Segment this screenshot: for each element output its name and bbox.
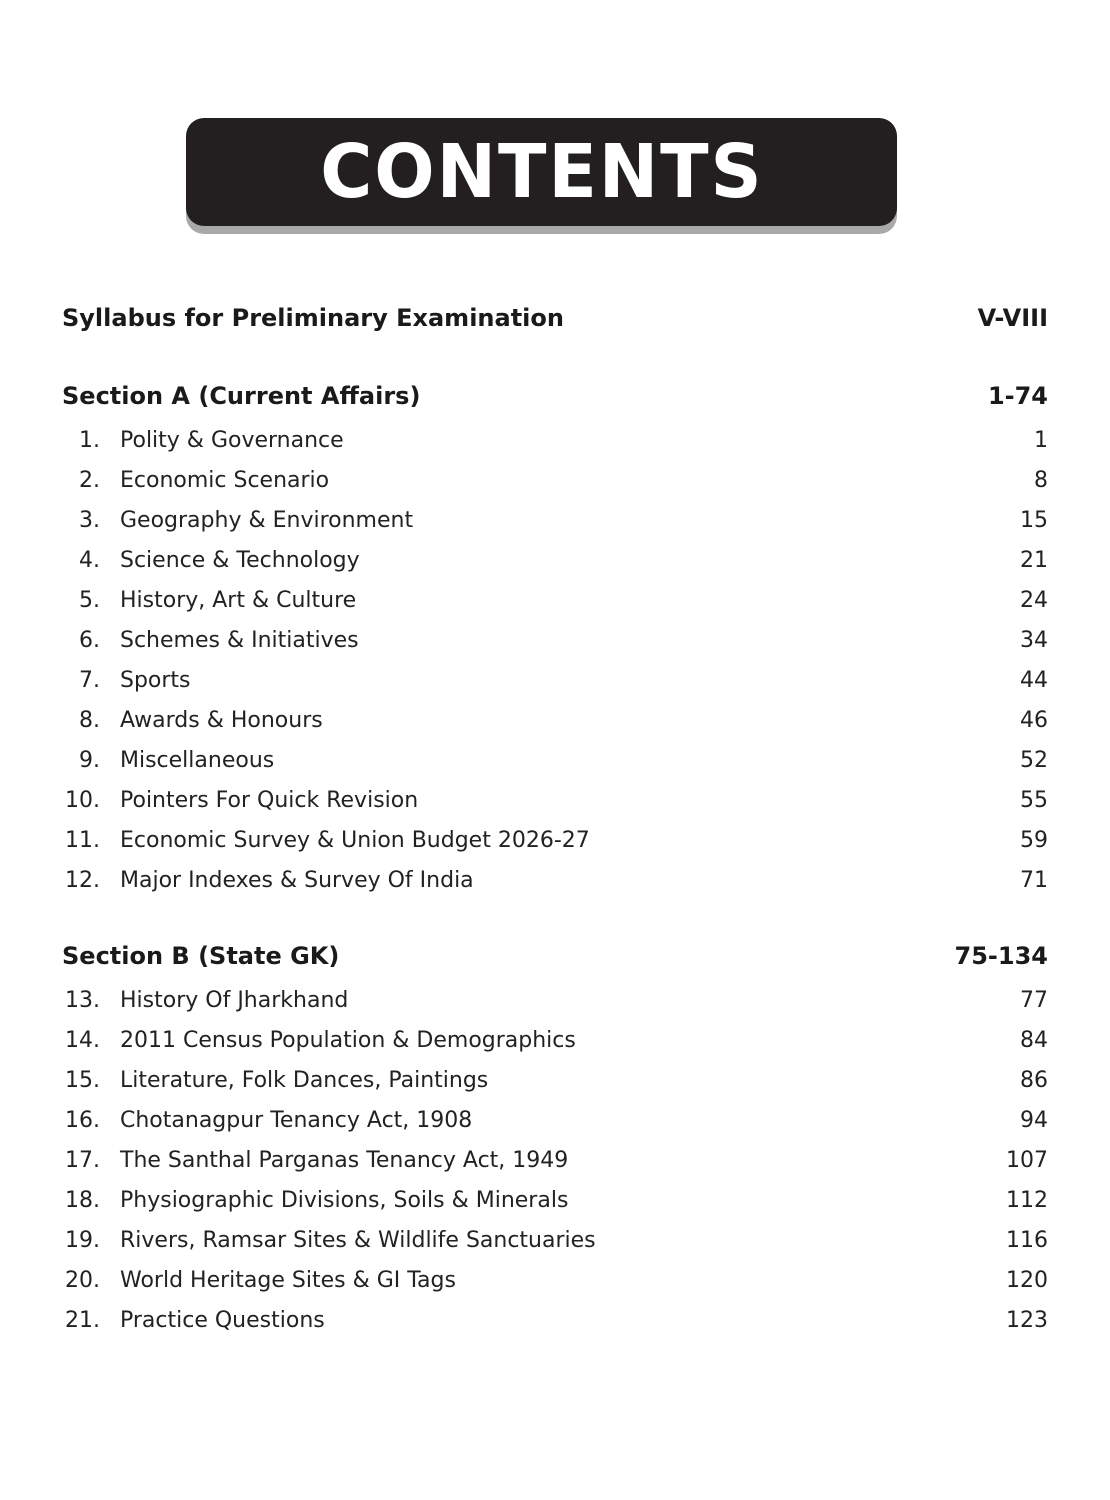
- item-title: Miscellaneous: [120, 747, 275, 773]
- page-title: CONTENTS: [319, 129, 764, 215]
- contents-banner: [186, 118, 897, 234]
- list-item: [62, 1260, 1048, 1300]
- item-page: 52: [1020, 747, 1048, 773]
- item-title: Science & Technology: [120, 547, 360, 573]
- item-number: 10.: [65, 787, 100, 813]
- item-page: 21: [1020, 547, 1048, 573]
- list-item: [62, 1220, 1048, 1260]
- item-page: 123: [1006, 1307, 1048, 1333]
- list-item: [62, 1020, 1048, 1060]
- section-a-list: [62, 420, 1048, 900]
- item-number: 3.: [79, 507, 100, 533]
- item-number: 5.: [79, 587, 100, 613]
- section-a-heading: [62, 376, 1048, 416]
- list-item: [62, 1140, 1048, 1180]
- list-item: [62, 540, 1048, 580]
- item-page: 24: [1020, 587, 1048, 613]
- item-number: 9.: [79, 747, 100, 773]
- item-number: 19.: [65, 1227, 100, 1253]
- item-page: 77: [1020, 987, 1048, 1013]
- list-item: [62, 620, 1048, 660]
- list-item: [62, 460, 1048, 500]
- list-item: [62, 1100, 1048, 1140]
- list-item: [62, 980, 1048, 1020]
- item-page: 15: [1020, 507, 1048, 533]
- item-number: 16.: [65, 1107, 100, 1133]
- banner-box: [186, 118, 897, 226]
- item-title: Economic Scenario: [120, 467, 330, 493]
- item-title: Literature, Folk Dances, Paintings: [120, 1067, 489, 1093]
- item-title: The Santhal Parganas Tenancy Act, 1949: [120, 1147, 569, 1173]
- item-page: 86: [1020, 1067, 1048, 1093]
- item-page: 55: [1020, 787, 1048, 813]
- section-b-pages: 75-134: [954, 942, 1048, 970]
- item-page: 59: [1020, 827, 1048, 853]
- item-number: 2.: [79, 467, 100, 493]
- list-item: [62, 860, 1048, 900]
- item-page: 84: [1020, 1027, 1048, 1053]
- section-b-label: Section B (State GK): [62, 942, 340, 970]
- item-number: 21.: [65, 1307, 100, 1333]
- item-page: 94: [1020, 1107, 1048, 1133]
- section-a-label: Section A (Current Affairs): [62, 382, 421, 410]
- section-a-pages: 1-74: [987, 382, 1048, 410]
- item-number: 12.: [65, 867, 100, 893]
- item-page: 112: [1006, 1187, 1048, 1213]
- section-spacer: [62, 900, 1048, 936]
- item-page: 44: [1020, 667, 1048, 693]
- list-item: [62, 1180, 1048, 1220]
- item-title: Geography & Environment: [120, 507, 414, 533]
- list-item: [62, 660, 1048, 700]
- item-title: Physiographic Divisions, Soils & Minerals: [120, 1187, 569, 1213]
- item-title: Major Indexes & Survey Of India: [120, 867, 474, 893]
- item-title: Economic Survey & Union Budget 2026-27: [120, 827, 590, 853]
- list-item: [62, 820, 1048, 860]
- list-item: [62, 1300, 1048, 1340]
- item-number: 8.: [79, 707, 100, 733]
- list-item: [62, 780, 1048, 820]
- item-page: 116: [1006, 1227, 1048, 1253]
- syllabus-label: Syllabus for Preliminary Examination: [62, 304, 564, 332]
- item-page: 1: [1034, 427, 1048, 453]
- item-title: History Of Jharkhand: [120, 987, 349, 1013]
- item-number: 13.: [65, 987, 100, 1013]
- item-number: 7.: [79, 667, 100, 693]
- item-number: 18.: [65, 1187, 100, 1213]
- item-number: 14.: [65, 1027, 100, 1053]
- item-number: 6.: [79, 627, 100, 653]
- list-item: [62, 700, 1048, 740]
- item-page: 71: [1020, 867, 1048, 893]
- item-number: 17.: [65, 1147, 100, 1173]
- list-item: [62, 420, 1048, 460]
- item-title: Chotanagpur Tenancy Act, 1908: [120, 1107, 473, 1133]
- item-title: Polity & Governance: [120, 427, 344, 453]
- list-item: [62, 1060, 1048, 1100]
- syllabus-row: [62, 298, 1048, 338]
- section-b-list: [62, 980, 1048, 1340]
- list-item: [62, 740, 1048, 780]
- item-title: Pointers For Quick Revision: [120, 787, 419, 813]
- item-page: 120: [1006, 1267, 1048, 1293]
- item-title: Sports: [120, 667, 191, 693]
- list-item: [62, 580, 1048, 620]
- item-title: Practice Questions: [120, 1307, 325, 1333]
- item-page: 46: [1020, 707, 1048, 733]
- item-number: 1.: [79, 427, 100, 453]
- item-number: 20.: [65, 1267, 100, 1293]
- item-page: 107: [1006, 1147, 1048, 1173]
- item-number: 11.: [65, 827, 100, 853]
- syllabus-pages: V-VIII: [977, 304, 1048, 332]
- item-title: History, Art & Culture: [120, 587, 357, 613]
- item-title: Rivers, Ramsar Sites & Wildlife Sanctuaries: [120, 1227, 596, 1253]
- section-b-heading: [62, 936, 1048, 976]
- item-number: 4.: [79, 547, 100, 573]
- item-title: 2011 Census Population & Demographics: [120, 1027, 576, 1053]
- table-of-contents: [62, 298, 1048, 1340]
- item-page: 8: [1034, 467, 1048, 493]
- item-number: 15.: [65, 1067, 100, 1093]
- item-title: Awards & Honours: [120, 707, 323, 733]
- item-title: Schemes & Initiatives: [120, 627, 359, 653]
- item-title: World Heritage Sites & GI Tags: [120, 1267, 456, 1293]
- item-page: 34: [1020, 627, 1048, 653]
- list-item: [62, 500, 1048, 540]
